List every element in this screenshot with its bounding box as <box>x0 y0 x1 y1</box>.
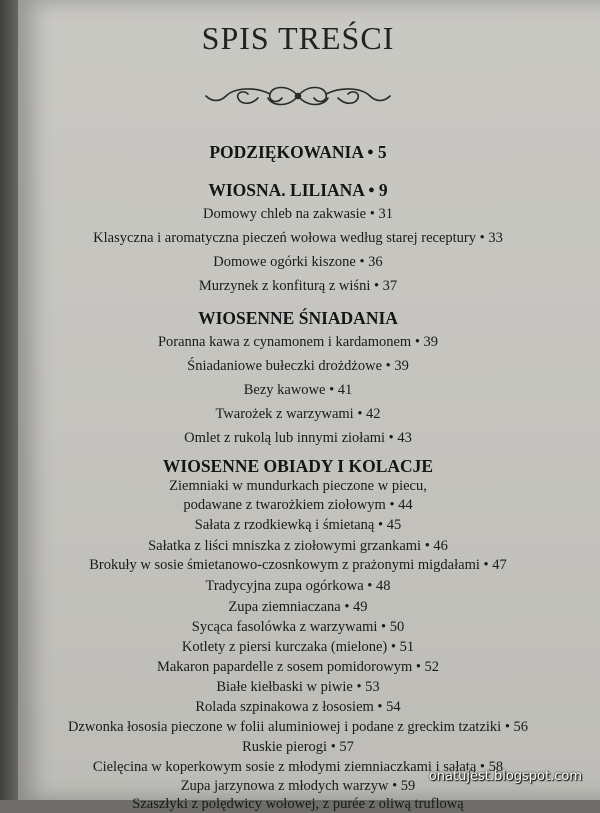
toc-entry: Kotlety z piersi kurczaka (mielone) • 51 <box>181 639 415 655</box>
toc-entry: Domowy chleb na zakwasie • 31 <box>203 206 393 222</box>
toc-entry: Twarożek z warzywami • 42 <box>215 406 381 422</box>
toc-entry: Murzynek z konfiturą z wiśni • 37 <box>198 278 398 294</box>
book-page <box>18 0 600 812</box>
toc-entry: Zupa jarzynowa z młodych warzyw • 59 <box>180 778 416 794</box>
toc-entry: Białe kiełbaski w piwie • 53 <box>216 679 380 695</box>
toc-entry: Makaron papardelle z sosem pomidorowym • 52 <box>156 659 440 675</box>
toc-entry: Klasyczna i aromatyczna pieczeń wołowa według starej receptury • 33 <box>93 230 503 246</box>
ornament-divider-icon <box>198 80 398 112</box>
toc-heading-spring-breakfasts: WIOSENNE ŚNIADANIA <box>198 308 398 328</box>
toc-entry: Poranna kawa z cynamonem i kardamonem • 39 <box>157 334 439 350</box>
toc-entry: Bezy kawowe • 41 <box>243 382 353 398</box>
toc-entry: Rolada szpinakowa z łososiem • 54 <box>195 699 401 715</box>
toc-heading-spring-liliana: WIOSNA. LILIANA • 9 <box>208 180 388 200</box>
toc-entry: Sycąca fasolówka z warzywami • 50 <box>191 619 405 635</box>
toc-entry: Dzwonka łososia pieczone w folii aluminiowej i podane z greckim tzatziki • 56 <box>67 719 529 735</box>
toc-entry: Sałatka z liści mniszka z ziołowymi grzankami • 46 <box>148 538 448 554</box>
toc-heading-spring-dinners: WIOSENNE OBIADY I KOLACJE <box>162 456 434 476</box>
toc-entry: Szaszłyki z polędwicy wołowej, z purée z oliwą truflową <box>132 796 464 812</box>
toc-entry: Brokuły w sosie śmietanowo-czosnkowym z prażonymi migdałami • 47 <box>89 557 507 573</box>
toc-entry: Ruskie pierogi • 57 <box>242 739 354 755</box>
toc-entry: podawane z twarożkiem ziołowym • 44 <box>183 497 413 513</box>
toc-entry: Sałata z rzodkiewką i śmietaną • 45 <box>194 517 402 533</box>
page-title: SPIS TREŚCI <box>201 20 395 56</box>
toc-entry: Omlet z rukolą lub innymi ziołami • 43 <box>184 430 412 446</box>
toc-heading-acknowledgements: PODZIĘKOWANIA • 5 <box>209 142 387 162</box>
toc-entry: Zupa ziemniaczana • 49 <box>228 599 368 615</box>
toc-entry: Domowe ogórki kiszone • 36 <box>213 254 383 270</box>
toc-entry: Ziemniaki w mundurkach pieczone w piecu, <box>169 478 427 494</box>
toc-entry: Tradycyjna zupa ogórkowa • 48 <box>205 578 391 594</box>
toc-entry: Cielęcina w koperkowym sosie z młodymi ziemniaczkami i sałatą • 58 <box>92 759 504 775</box>
blog-watermark: onatujest.blogspot.com <box>428 769 582 784</box>
toc-entry: Śniadaniowe bułeczki drożdżowe • 39 <box>187 358 409 374</box>
